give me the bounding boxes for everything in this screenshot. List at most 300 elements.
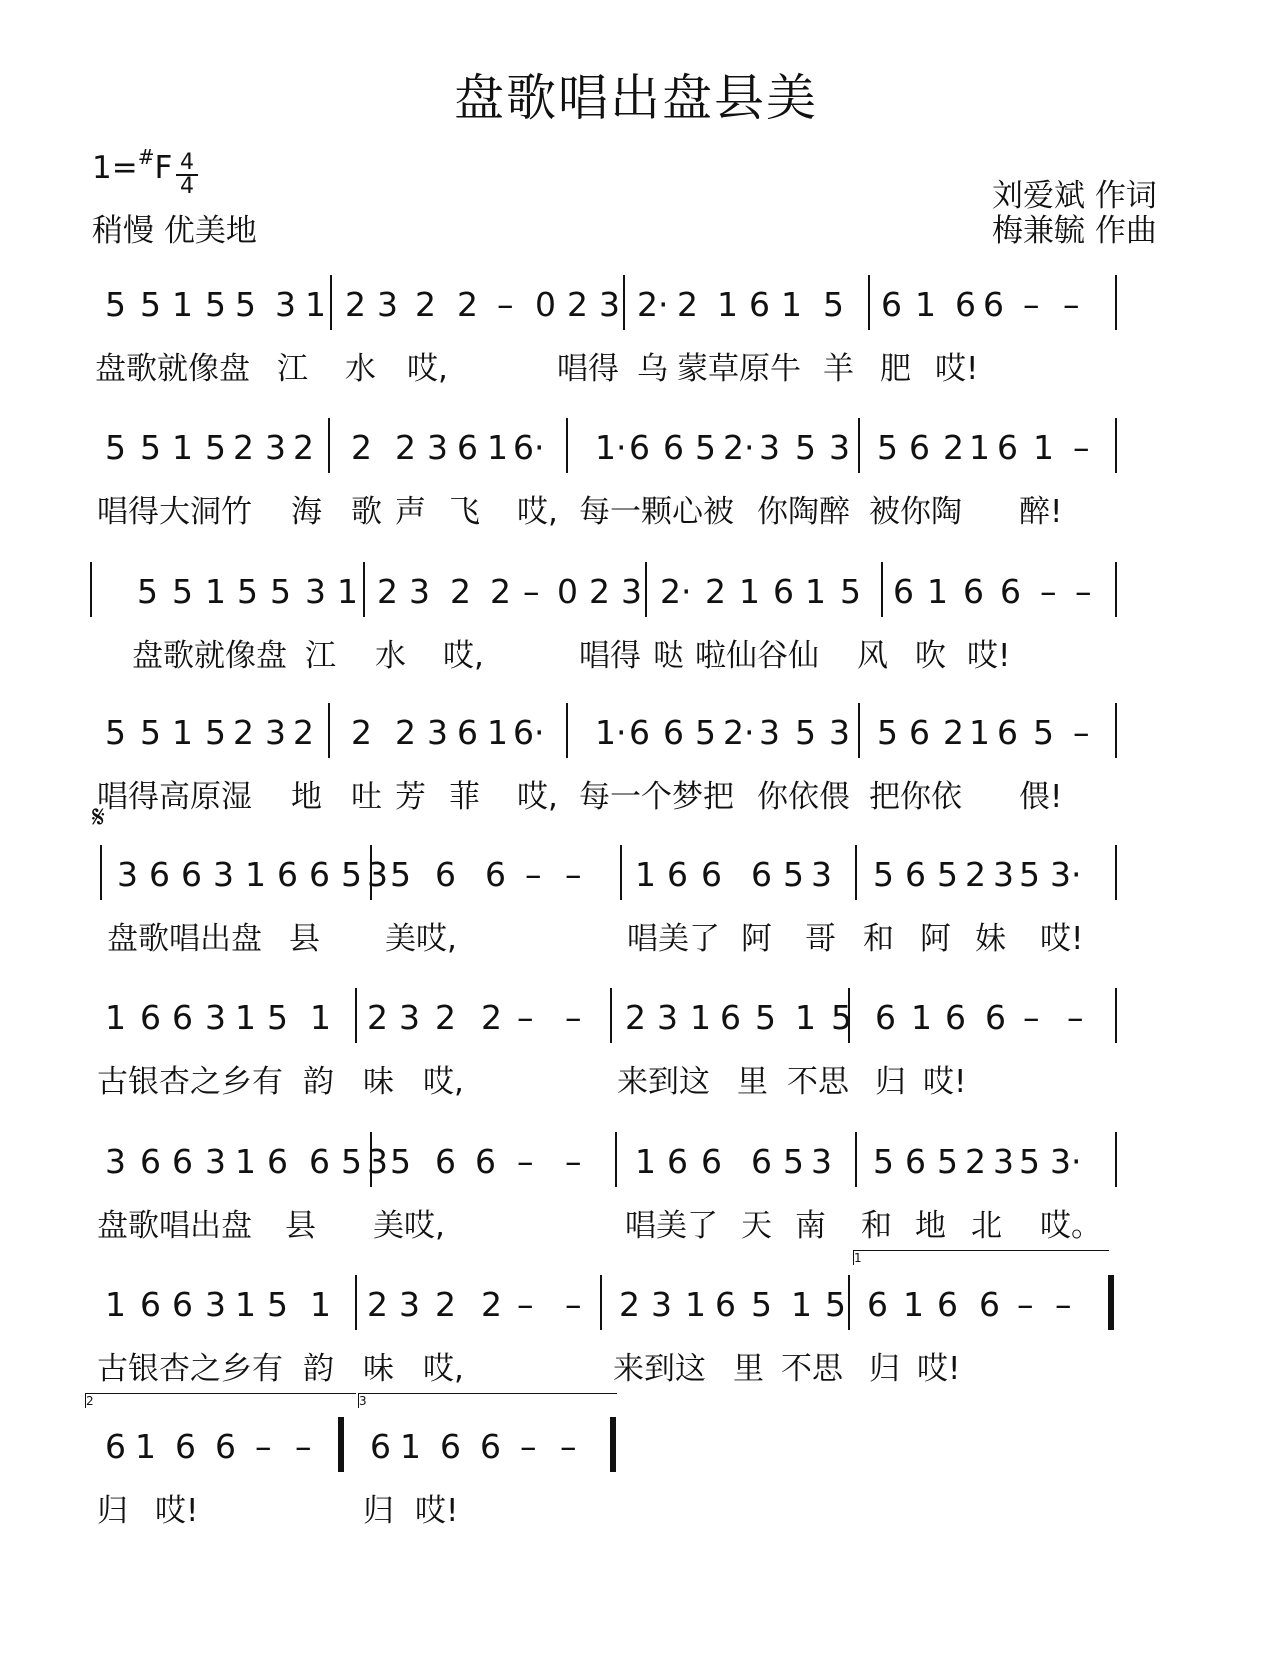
lyric: 哎,	[423, 1351, 464, 1387]
lyric: 唱得	[579, 638, 641, 674]
barline	[370, 845, 372, 900]
note: 1·	[595, 713, 627, 752]
note: 1	[1033, 428, 1054, 467]
note: 6	[663, 713, 684, 752]
music-system	[0, 285, 1272, 405]
lyric: 归	[869, 1351, 900, 1387]
lyric-row	[97, 486, 1195, 530]
note: 6	[140, 998, 161, 1037]
note: 2	[415, 285, 436, 324]
note: 5	[695, 428, 716, 467]
note: –	[560, 1427, 577, 1466]
music-system	[0, 428, 1272, 548]
note: –	[1055, 1285, 1072, 1324]
note: 2	[481, 1285, 502, 1324]
note: 6	[309, 1142, 330, 1181]
note: 6	[751, 1142, 772, 1181]
note: 5	[172, 572, 193, 611]
note: 1	[487, 713, 508, 752]
lyric: 哎!	[923, 1064, 967, 1100]
lyric: 南	[795, 1208, 826, 1244]
note: 6	[720, 998, 741, 1037]
note: 6	[905, 1142, 926, 1181]
key-note: F	[154, 150, 173, 186]
lyric: 哎,	[407, 351, 448, 387]
lyric: 江	[305, 638, 336, 674]
lyric: 来到这	[617, 1064, 710, 1100]
note: 5	[105, 713, 126, 752]
note-row	[105, 713, 1195, 753]
note: 1	[135, 1427, 156, 1466]
note: 6	[663, 428, 684, 467]
note: 6	[370, 1427, 391, 1466]
note: 3	[265, 713, 286, 752]
lyric: 唱得	[557, 351, 619, 387]
note: 6	[909, 428, 930, 467]
lyric: 哎!	[415, 1493, 459, 1529]
tempo-marking: 稍慢 优美地	[92, 213, 257, 249]
lyric: 阿	[741, 921, 772, 957]
note: 6	[867, 1285, 888, 1324]
volta-bracket: 3	[358, 1393, 617, 1408]
segno-sign: 𝄋	[92, 800, 105, 835]
note: –	[520, 1427, 537, 1466]
note: 1	[310, 1285, 331, 1324]
note: 3	[427, 428, 448, 467]
music-system	[0, 1427, 1272, 1547]
note: 1	[205, 572, 226, 611]
note: 1	[805, 572, 826, 611]
lyric: 韵	[303, 1351, 334, 1387]
lyric: 乌	[637, 351, 668, 387]
note: 3	[829, 713, 850, 752]
note: 5	[105, 428, 126, 467]
lyric: 芳	[395, 779, 426, 815]
barline	[1115, 988, 1117, 1043]
note: 3	[205, 998, 226, 1037]
note: 2·	[723, 428, 755, 467]
barline	[615, 1132, 617, 1187]
note: 5	[390, 855, 411, 894]
barline	[600, 1275, 602, 1330]
note: 6	[172, 1285, 193, 1324]
note: 3	[651, 1285, 672, 1324]
note: 5	[140, 428, 161, 467]
lyric: 归	[97, 1493, 128, 1529]
note: 5	[235, 285, 256, 324]
barline	[1115, 1132, 1117, 1187]
key-signature	[92, 145, 173, 186]
lyric: 哎!	[935, 351, 979, 387]
note-row	[105, 998, 1195, 1038]
note: 6	[215, 1427, 236, 1466]
lyric: 吹	[915, 638, 946, 674]
note-row	[105, 285, 1195, 325]
note: 6	[963, 572, 984, 611]
lyric: 北	[971, 1208, 1002, 1244]
lyric: 哎,	[517, 779, 558, 815]
note-row	[105, 1285, 1195, 1325]
lyric: 味	[363, 1064, 394, 1100]
lyric: 羊	[823, 351, 854, 387]
lyric: 江	[277, 351, 308, 387]
note: 5	[341, 1142, 362, 1181]
barline	[855, 1132, 857, 1187]
lyric-row	[97, 1343, 1195, 1387]
note: 2	[450, 572, 471, 611]
lyric-row	[95, 343, 1195, 387]
note: 3	[409, 572, 430, 611]
note: 2	[377, 572, 398, 611]
note: 1	[235, 998, 256, 1037]
lyric: 水	[375, 638, 406, 674]
note: 6	[997, 428, 1018, 467]
barline	[338, 1417, 344, 1472]
music-system	[0, 572, 1272, 692]
barline	[858, 703, 860, 758]
note: 5	[140, 713, 161, 752]
barline	[623, 275, 625, 330]
note: 6	[937, 1285, 958, 1324]
note: 3·	[1050, 855, 1082, 894]
note: 3	[621, 572, 642, 611]
note: 3	[305, 572, 326, 611]
note: 5	[840, 572, 861, 611]
note: 6	[1000, 572, 1021, 611]
note: 1	[172, 285, 193, 324]
barline	[355, 988, 357, 1043]
note: 2	[943, 713, 964, 752]
lyric: 地	[291, 779, 322, 815]
note: 2	[965, 855, 986, 894]
lyric: 归	[363, 1493, 394, 1529]
lyric: 每一颗心被	[579, 494, 734, 530]
note: 0	[557, 572, 578, 611]
lyric: 唱美了	[627, 921, 720, 957]
note: 5	[823, 285, 844, 324]
lyric: 地	[915, 1208, 946, 1244]
note: 6	[140, 1285, 161, 1324]
barline	[1115, 562, 1117, 617]
lyric: 你陶醉	[757, 494, 850, 530]
note: –	[255, 1427, 272, 1466]
note: 2	[705, 572, 726, 611]
note: 6	[751, 855, 772, 894]
note: 2	[395, 713, 416, 752]
note: 3	[213, 855, 234, 894]
song-title: 盘歌唱出盘县美	[454, 69, 818, 127]
note: 6	[140, 1142, 161, 1181]
lyricist-credit: 刘爱斌 作词	[992, 178, 1157, 214]
note: 2	[589, 572, 610, 611]
note: 6	[701, 1142, 722, 1181]
note: 6	[485, 855, 506, 894]
note: –	[565, 1142, 582, 1181]
lyric: 哎。	[1040, 1208, 1102, 1244]
note: 3	[811, 855, 832, 894]
note: 2	[625, 998, 646, 1037]
lyric: 阿	[920, 921, 951, 957]
lyric: 哎!	[917, 1351, 961, 1387]
note-row	[105, 572, 1195, 612]
lyric: 唱得高原湿	[97, 779, 252, 815]
note: –	[565, 855, 582, 894]
music-system	[0, 1142, 1272, 1262]
barline	[881, 562, 883, 617]
note: 1	[690, 998, 711, 1037]
note: 5	[755, 998, 776, 1037]
note: 6	[893, 572, 914, 611]
lyric: 县	[289, 921, 320, 957]
note: 5	[795, 713, 816, 752]
lyric: 啦仙谷仙	[695, 638, 819, 674]
note: 3	[367, 855, 388, 894]
barline	[610, 1417, 616, 1472]
note: 2	[233, 713, 254, 752]
lyric: 哎!	[967, 638, 1011, 674]
note: 1	[400, 1427, 421, 1466]
note: –	[517, 1142, 534, 1181]
lyric-row	[105, 913, 1195, 957]
note: 2	[677, 285, 698, 324]
note: 6	[715, 1285, 736, 1324]
note: 2	[351, 713, 372, 752]
note: 6	[172, 1142, 193, 1181]
note: 6·	[513, 428, 545, 467]
note: 2·	[637, 285, 669, 324]
music-system	[0, 1285, 1272, 1405]
note: 6	[629, 713, 650, 752]
note: 6	[277, 855, 298, 894]
note: 5	[937, 1142, 958, 1181]
note: 1	[781, 285, 802, 324]
lyric: 醉!	[1019, 494, 1063, 530]
note-row	[105, 855, 1195, 895]
note: 6	[181, 855, 202, 894]
lyric: 偎!	[1019, 779, 1063, 815]
note: 5	[205, 713, 226, 752]
note: 5	[140, 285, 161, 324]
lyric: 菲	[449, 779, 480, 815]
lyric: 声	[395, 494, 426, 530]
note: 6	[983, 285, 1004, 324]
barline	[848, 988, 850, 1043]
barline	[363, 562, 365, 617]
note: 2	[351, 428, 372, 467]
note: 2	[367, 1285, 388, 1324]
note: 3	[117, 855, 138, 894]
lyric: 每一个梦把	[579, 779, 734, 815]
lyric: 哎,	[443, 638, 484, 674]
lyric: 唱美了	[625, 1208, 718, 1244]
note: 3	[993, 855, 1014, 894]
note: 6	[475, 1142, 496, 1181]
barline	[90, 562, 92, 617]
note: 3	[367, 1142, 388, 1181]
lyric: 县	[285, 1208, 316, 1244]
lyric: 韵	[303, 1064, 334, 1100]
lyric: 你依偎	[757, 779, 850, 815]
note: 2	[293, 428, 314, 467]
lyric: 不思	[787, 1064, 849, 1100]
note: 6	[629, 428, 650, 467]
lyric: 美哎,	[373, 1208, 445, 1244]
note: 3	[399, 1285, 420, 1324]
note: 1	[235, 1142, 256, 1181]
note: 2	[457, 285, 478, 324]
note: 3	[599, 285, 620, 324]
barline	[1115, 275, 1117, 330]
note: 6	[701, 855, 722, 894]
note: 5	[877, 428, 898, 467]
barline	[858, 418, 860, 473]
note: 6	[909, 713, 930, 752]
note: 1	[172, 428, 193, 467]
note: –	[517, 1285, 534, 1324]
note: 1	[245, 855, 266, 894]
note: –	[1023, 285, 1040, 324]
lyric: 歌	[351, 494, 382, 530]
note: 1	[791, 1285, 812, 1324]
note: 6	[667, 855, 688, 894]
note: 2	[619, 1285, 640, 1324]
note: 6	[997, 713, 1018, 752]
lyric: 归	[875, 1064, 906, 1100]
lyric-row	[97, 1200, 1195, 1244]
note: 1	[969, 428, 990, 467]
note: –	[523, 572, 540, 611]
note: 6	[979, 1285, 1000, 1324]
lyric: 哎,	[423, 1064, 464, 1100]
barline	[330, 275, 332, 330]
volta-bracket: 2	[85, 1393, 356, 1408]
barline	[566, 703, 568, 758]
note: 3	[205, 1285, 226, 1324]
note: 6	[105, 1427, 126, 1466]
note: 6	[749, 285, 770, 324]
note: 6	[875, 998, 896, 1037]
note: 5	[390, 1142, 411, 1181]
note: 1	[927, 572, 948, 611]
note: –	[1040, 572, 1057, 611]
note: 1	[685, 1285, 706, 1324]
lyric: 盘歌唱出盘	[97, 1208, 252, 1244]
note: –	[565, 998, 582, 1037]
lyric: 海	[291, 494, 322, 530]
lyric: 肥	[880, 351, 911, 387]
note: –	[1063, 285, 1080, 324]
barline	[566, 418, 568, 473]
music-system	[0, 855, 1272, 975]
note: 5	[877, 713, 898, 752]
lyric: 被你陶	[869, 494, 962, 530]
note: –	[295, 1427, 312, 1466]
note: 2·	[660, 572, 692, 611]
note: 0	[535, 285, 556, 324]
note: –	[1073, 428, 1090, 467]
note: 3	[105, 1142, 126, 1181]
note: 1	[635, 1142, 656, 1181]
note: 6	[945, 998, 966, 1037]
lyric: 古银杏之乡有	[97, 1064, 283, 1100]
note: 6	[985, 998, 1006, 1037]
barline	[1115, 418, 1117, 473]
note-row	[105, 428, 1195, 468]
lyric: 哎!	[1040, 921, 1084, 957]
note: 5	[751, 1285, 772, 1324]
note: 6	[480, 1427, 501, 1466]
note: 5	[205, 428, 226, 467]
lyric: 水	[345, 351, 376, 387]
note: 6	[435, 855, 456, 894]
lyric: 美哎,	[385, 921, 457, 957]
note: 1	[717, 285, 738, 324]
note: 6	[773, 572, 794, 611]
note: 6	[435, 1142, 456, 1181]
lyric: 不思	[781, 1351, 843, 1387]
lyric-row	[105, 630, 1195, 674]
time-sig-bottom: 4	[176, 174, 198, 198]
note: 3	[377, 285, 398, 324]
note: –	[1067, 998, 1084, 1037]
note: 5	[831, 998, 852, 1037]
lyric: 哒	[653, 638, 684, 674]
time-sig-top: 4	[180, 150, 194, 175]
note: 3	[275, 285, 296, 324]
lyric: 飞	[449, 494, 480, 530]
note: 2	[943, 428, 964, 467]
barline	[100, 845, 102, 900]
note: 2	[395, 428, 416, 467]
note: 1	[172, 713, 193, 752]
barline	[1108, 1275, 1114, 1330]
barline	[1115, 703, 1117, 758]
note: 1	[105, 998, 126, 1037]
lyric: 哥	[805, 921, 836, 957]
volta-bracket: 1	[853, 1250, 1109, 1265]
lyric: 妹	[975, 921, 1006, 957]
note: 3	[265, 428, 286, 467]
note: –	[497, 285, 514, 324]
barline	[610, 988, 612, 1043]
note: 6	[309, 855, 330, 894]
lyric: 风	[857, 638, 888, 674]
lyric-row	[97, 1056, 1195, 1100]
lyric: 古银杏之乡有	[97, 1351, 283, 1387]
note: 6	[667, 1142, 688, 1181]
note: 2	[481, 998, 502, 1037]
note: 1·	[595, 428, 627, 467]
lyric: 里	[737, 1064, 768, 1100]
note: –	[1023, 998, 1040, 1037]
note: 6	[172, 998, 193, 1037]
note: 5	[105, 285, 126, 324]
barline	[355, 1275, 357, 1330]
note: 2	[367, 998, 388, 1037]
note: 2	[965, 1142, 986, 1181]
note: 1	[969, 713, 990, 752]
note: 6	[457, 428, 478, 467]
note-row	[105, 1142, 1195, 1182]
key-prefix: 1=	[92, 150, 138, 186]
note: 3	[657, 998, 678, 1037]
note: 3	[759, 428, 780, 467]
note: 1	[795, 998, 816, 1037]
note: 2	[435, 1285, 456, 1324]
note: 1	[487, 428, 508, 467]
note: 1	[310, 998, 331, 1037]
note: 5	[825, 1285, 846, 1324]
